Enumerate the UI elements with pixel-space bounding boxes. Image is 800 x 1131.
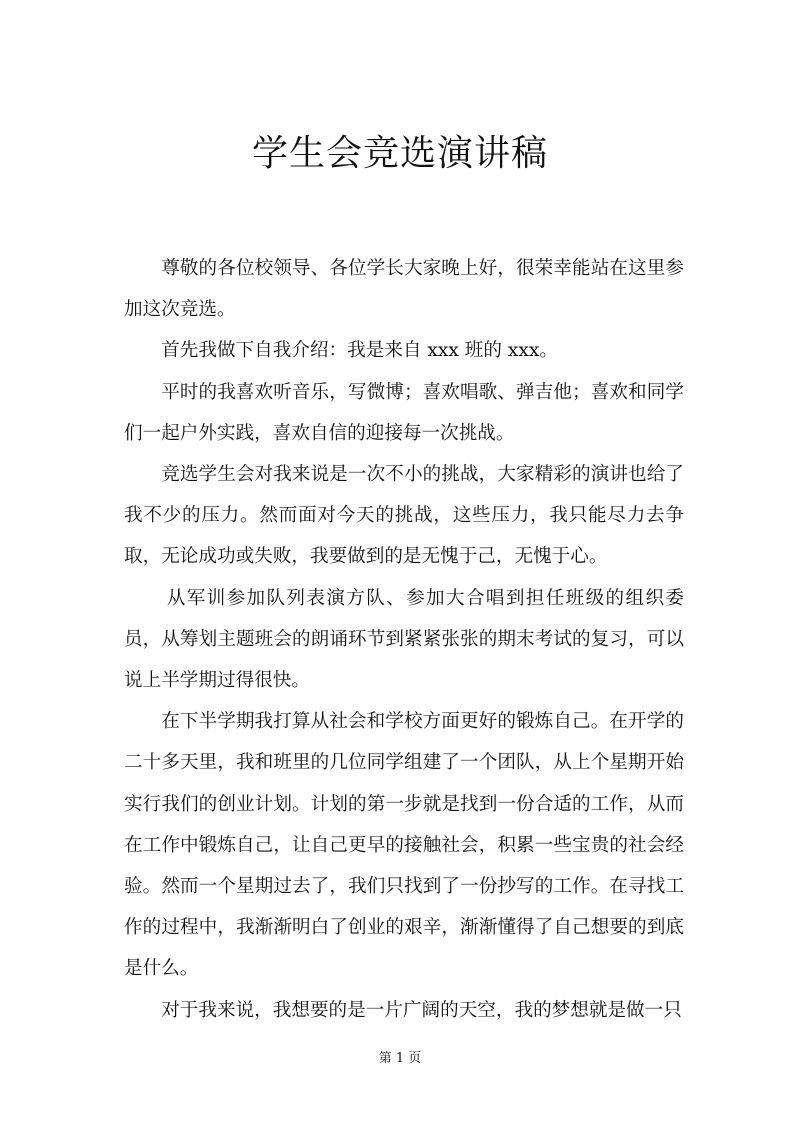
paragraph-first-semester: 从军训参加队列表演方队、参加大合唱到担任班级的组织委员，从筹划主题班会的朗诵环节到紧紧张张的期末考试的复习，可以说上半学期过得很快。: [124, 587, 684, 692]
paragraph-challenge: 竞选学生会对我来说是一次不小的挑战，大家精彩的演讲也给了我不少的压力。然而面对今天的挑战，这些压力，我只能尽力去争取，无论成功或失败，我要做到的是无愧于己，无愧于心。: [124, 464, 684, 568]
document-body: [124, 248, 684, 1031]
document-title: 学生会竞选演讲稿: [251, 133, 548, 174]
page-number: 第 1 页: [378, 1051, 422, 1066]
paragraph-self-intro: 首先我做下自我介绍：我是来自 xxx 班的 xxx。: [161, 340, 558, 362]
paragraph-hobbies: 平时的我喜欢听音乐，写微博；喜欢唱歌、弹吉他；喜欢和同学们一起户外实践，喜欢自信的迎接每一次挑战。: [124, 381, 684, 444]
paragraph-greeting: 尊敬的各位校领导、各位学长大家晚上好，很荣幸能站在这里参加这次竞选。: [124, 258, 684, 321]
paragraph-dream: 对于我来说，我想要的是一片广阔的天空，我的梦想就是做一只: [161, 999, 682, 1021]
paragraph-second-semester: 在下半学期我打算从社会和学校方面更好的锻炼自己。在开学的二十多天里，我和班里的几位同学组建了一个团队，从上个星期开始实行我们的创业计划。计划的第一步就是找到一份合适的工作，从而在工作中锻炼自己，让自己更早的接触社会，积累一些宝贵的社会经验。然而一个星期过去了，我们只找到了一份抄写的工作。在寻找工作的过程中，我渐渐明白了创业的艰辛，渐渐懂得了自己想要的到底是什么。: [124, 711, 684, 980]
